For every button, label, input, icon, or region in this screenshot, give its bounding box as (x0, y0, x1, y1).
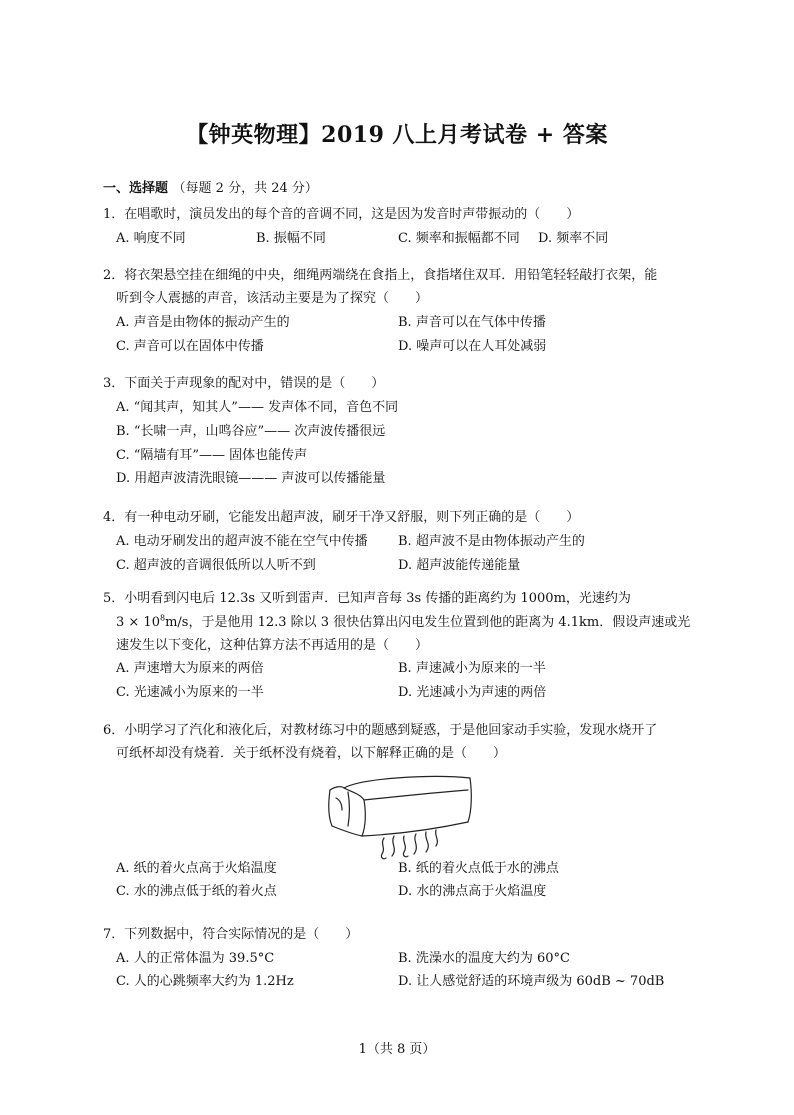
q7-option-b: B. 洗澡水的温度大约为 60°C (398, 951, 570, 966)
q6-option-d: D. 水的沸点高于火焰温度 (398, 884, 547, 899)
speed-suffix: m/s，于是他用 12.3 除以 3 很快估算出闪电发生位置到他的距离为 4.1km．假设声速或光 (165, 615, 691, 630)
section-note: （每题 2 分，共 24 分） (172, 181, 318, 196)
question-6-text-cont: 可纸杯却没有烧着．关于纸杯没有烧着，以下解释正确的是（ ） (116, 746, 507, 761)
paper-cup-figure-icon (322, 770, 482, 862)
q4-option-b: B. 超声波不是由物体振动产生的 (398, 534, 585, 549)
q4-option-a: A. 电动牙刷发出的超声波不能在空气中传播 (116, 534, 368, 549)
speed-prefix: 3 × 10 (116, 615, 160, 630)
section-heading (103, 180, 318, 198)
q3-option-d: D. 用超声波清洗眼镜——— 声波可以传播能量 (116, 471, 386, 486)
q3-option-b: B. “长啸一声，山鸣谷应”—— 次声波传播很远 (116, 424, 386, 439)
q4-option-c: C. 超声波的音调很低所以人听不到 (116, 558, 316, 573)
question-5-text-cont: 速发生以下变化，这种估算方法不再适用的是（ ） (116, 638, 429, 653)
question-3-text: 3．下面关于声现象的配对中，错误的是（ ） (103, 376, 385, 391)
question-2-text-cont: 听到令人震撼的声音，该活动主要是为了探究（ ） (116, 291, 429, 306)
q7-option-c: C. 人的心跳频率大约为 1.2Hz (116, 974, 294, 989)
q5-option-c: C. 光速减小为原来的一半 (116, 685, 264, 700)
q2-option-b: B. 声音可以在气体中传播 (398, 315, 546, 330)
q4-option-d: D. 超声波能传递能量 (398, 558, 521, 573)
page-number: 1（共 8 页） (358, 1042, 436, 1057)
q5-option-d: D. 光速减小为声速的两倍 (398, 685, 547, 700)
q3-option-c: C. “隔墙有耳”—— 固体也能传声 (116, 448, 308, 463)
q5-option-a: A. 声速增大为原来的两倍 (116, 661, 264, 676)
question-1-text: 1．在唱歌时，演员发出的每个音的音调不同，这是因为发音时声带振动的（ ） (103, 207, 580, 222)
section-title: 一、选择题 (103, 181, 169, 196)
question-2-text: 2．将衣架悬空挂在细绳的中央，细绳两端绕在食指上，食指堵住双耳．用铅笔轻轻敲打衣架，能 (103, 268, 658, 283)
q7-option-a: A. 人的正常体温为 39.5°C (116, 951, 275, 966)
question-7-text: 7．下列数据中，符合实际情况的是（ ） (103, 927, 359, 942)
q5-option-b: B. 声速减小为原来的一半 (398, 661, 546, 676)
q6-option-a: A. 纸的着火点高于火焰温度 (116, 861, 277, 876)
q2-option-c: C. 声音可以在固体中传播 (116, 339, 264, 354)
q3-option-a: A. “闻其声，知其人”—— 发声体不同，音色不同 (116, 400, 399, 415)
question-6-text: 6．小明学习了汽化和液化后，对教材练习中的题感到疑惑，于是他回家动手实验，发现水烧开了 (103, 723, 658, 738)
page-title: 【钟英物理】2019 八上月考试卷 + 答案 (186, 122, 608, 148)
question-5-text: 5．小明看到闪电后 12.3s 又听到雷声．已知声音每 3s 传播的距离约为 1000m，光速约为 (103, 591, 631, 606)
q6-option-b: B. 纸的着火点低于水的沸点 (398, 861, 559, 876)
q7-option-d: D. 让人感觉舒适的环境声级为 60dB ~ 70dB (398, 974, 665, 989)
q1-option-a: A. 响度不同 (116, 231, 186, 246)
q1-option-d: D. 频率不同 (538, 231, 609, 246)
q1-option-c: C. 频率和振幅都不同 (398, 231, 520, 246)
question-5-speed-line (116, 614, 690, 632)
q1-option-b: B. 振幅不同 (256, 231, 326, 246)
q2-option-a: A. 声音是由物体的振动产生的 (116, 315, 290, 330)
q2-option-d: D. 噪声可以在人耳处减弱 (398, 339, 547, 354)
speed-exponent: 8 (159, 613, 166, 623)
question-4-text: 4．有一种电动牙刷，它能发出超声波，刷牙干净又舒服，则下列正确的是（ ） (103, 510, 580, 525)
q6-option-c: C. 水的沸点低于纸的着火点 (116, 884, 277, 899)
